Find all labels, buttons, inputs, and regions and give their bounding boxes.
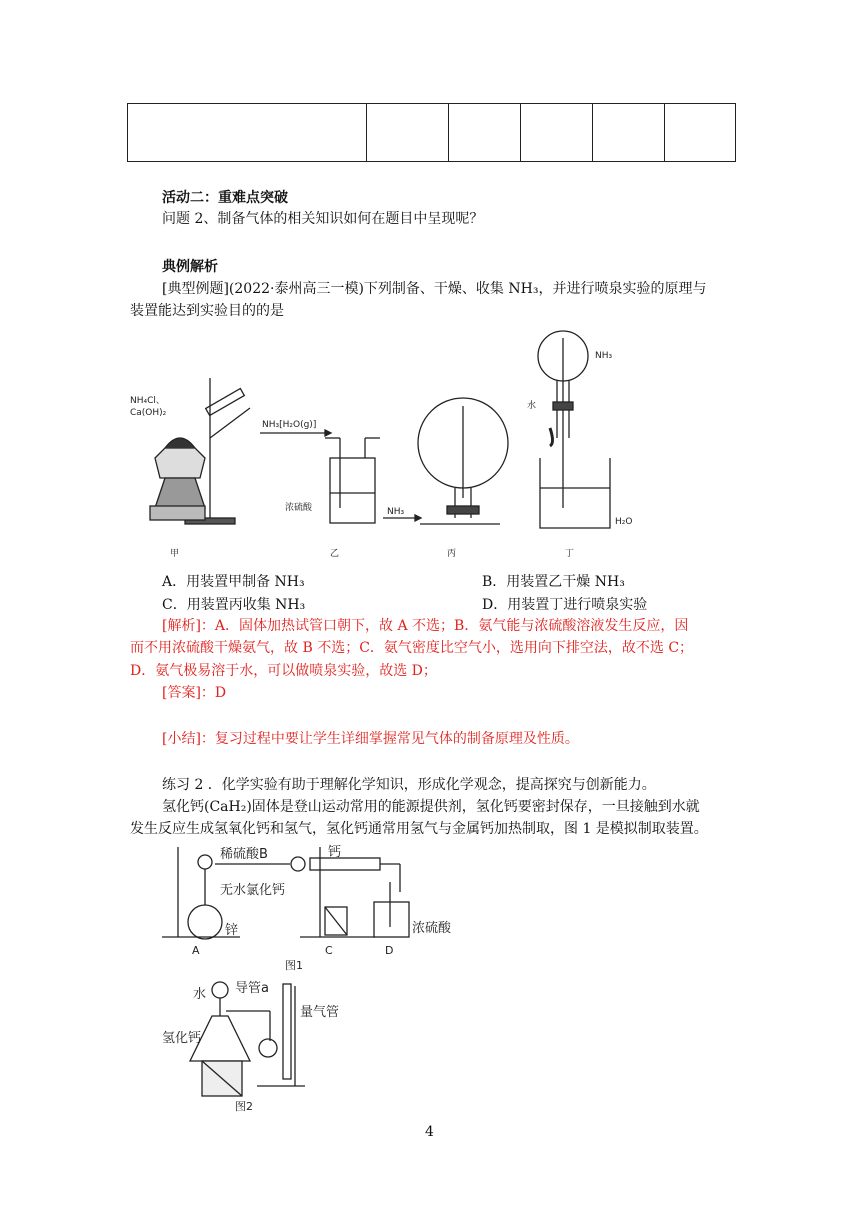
- example-text-line1: [典型例题](2022·泰州高三一模)下列制备、干燥、收集 NH₃，并进行喷泉实验的原理与: [162, 281, 707, 297]
- label-d: D: [385, 944, 394, 957]
- figure1-caption: 图1: [285, 959, 303, 972]
- table-cell: [593, 104, 665, 162]
- option-c: C．用装置丙收集 NH₃: [162, 597, 306, 613]
- question-text: 问题 2、制备气体的相关知识如何在题目中呈现呢？: [162, 211, 484, 227]
- caption-jia: 甲: [170, 549, 180, 559]
- analysis-line3: D．氨气极易溶于水，可以做喷泉实验，故选 D；: [130, 663, 437, 679]
- answer-text: [答案]：D: [162, 685, 227, 701]
- page-number: 4: [425, 1124, 434, 1140]
- label-caoh2: Ca(OH)₂: [130, 408, 167, 418]
- label-nh3-in: NH₃: [387, 507, 405, 517]
- table-cell: [449, 104, 521, 162]
- label-tube-a: 导管a: [235, 981, 269, 996]
- exercise-line1: 练习 2 ．化学实验有助于理解化学知识，形成化学观念，提高探究与创新能力。: [162, 777, 656, 793]
- caption-yi: 乙: [330, 549, 340, 559]
- label-conc-h2so4: 浓硫酸: [285, 503, 313, 513]
- header-table: [127, 103, 736, 162]
- label-a: A: [192, 944, 200, 957]
- label-dilute-h2so4: 稀硫酸B: [220, 847, 268, 862]
- label-cah2: 氢化钙: [162, 1031, 202, 1046]
- option-b: B．用装置乙干燥 NH₃: [482, 574, 625, 590]
- analysis-line2: 而不用浓硫酸干燥氨气，故 B 不选；C．氨气密度比空气小，选用向下排空法，故不选 C；: [130, 640, 694, 656]
- table-cell: [367, 104, 449, 162]
- table-cell: [128, 104, 367, 162]
- label-water: 水: [527, 401, 537, 411]
- exercise-line2: 氢化钙(CaH₂)固体是登山运动常用的能源提供剂，氢化钙要密封保存，一旦接触到水就: [162, 799, 700, 815]
- apparatus-figure-cah2-prep: [160, 842, 470, 972]
- label-zinc: 锌: [225, 923, 239, 938]
- label-c: C: [325, 944, 333, 957]
- example-heading: 典例解析: [162, 259, 218, 275]
- exercise-line3: 发生反应生成氢氧化钙和氢气，氢化钙通常用氢气与金属钙加热制取，图 1 是模拟制取装置。: [130, 821, 708, 837]
- activity-heading: 活动二：重难点突破: [162, 190, 288, 206]
- label-water-2: 水: [193, 987, 207, 1002]
- label-nh3-flask: NH₃: [595, 351, 613, 361]
- apparatus-figure-ammonia: [125, 328, 645, 563]
- example-text-line2: 装置能达到实验目的的是: [130, 303, 284, 319]
- analysis-line1: [解析]：A．固体加热试管口朝下，故 A 不选；B．氨气能与浓硫酸溶液发生反应，因: [162, 618, 689, 634]
- option-d: D．用装置丁进行喷泉实验: [482, 597, 648, 613]
- figure2-caption: 图2: [235, 1100, 253, 1113]
- label-nh3-water: NH₃[H₂O(g)]: [262, 420, 317, 430]
- caption-bing: 丙: [447, 549, 457, 559]
- label-gas-burette: 量气管: [300, 1005, 340, 1020]
- summary-text: [小结]：复习过程中要让学生详细掌握常见气体的制备原理及性质。: [162, 731, 579, 747]
- label-h2o: H₂O: [615, 517, 633, 527]
- option-a: A．用装置甲制备 NH₃: [162, 574, 305, 590]
- label-cacl2: 无水氯化钙: [220, 883, 286, 898]
- label-nh4cl: NH₄Cl、: [130, 396, 165, 406]
- caption-ding: 丁: [565, 549, 575, 559]
- label-calcium: 钙: [328, 845, 342, 860]
- table-cell: [521, 104, 593, 162]
- table-cell: [665, 104, 736, 162]
- apparatus-figure-cah2-measure: [160, 976, 360, 1116]
- label-conc-h2so4-d: 浓硫酸: [412, 921, 452, 936]
